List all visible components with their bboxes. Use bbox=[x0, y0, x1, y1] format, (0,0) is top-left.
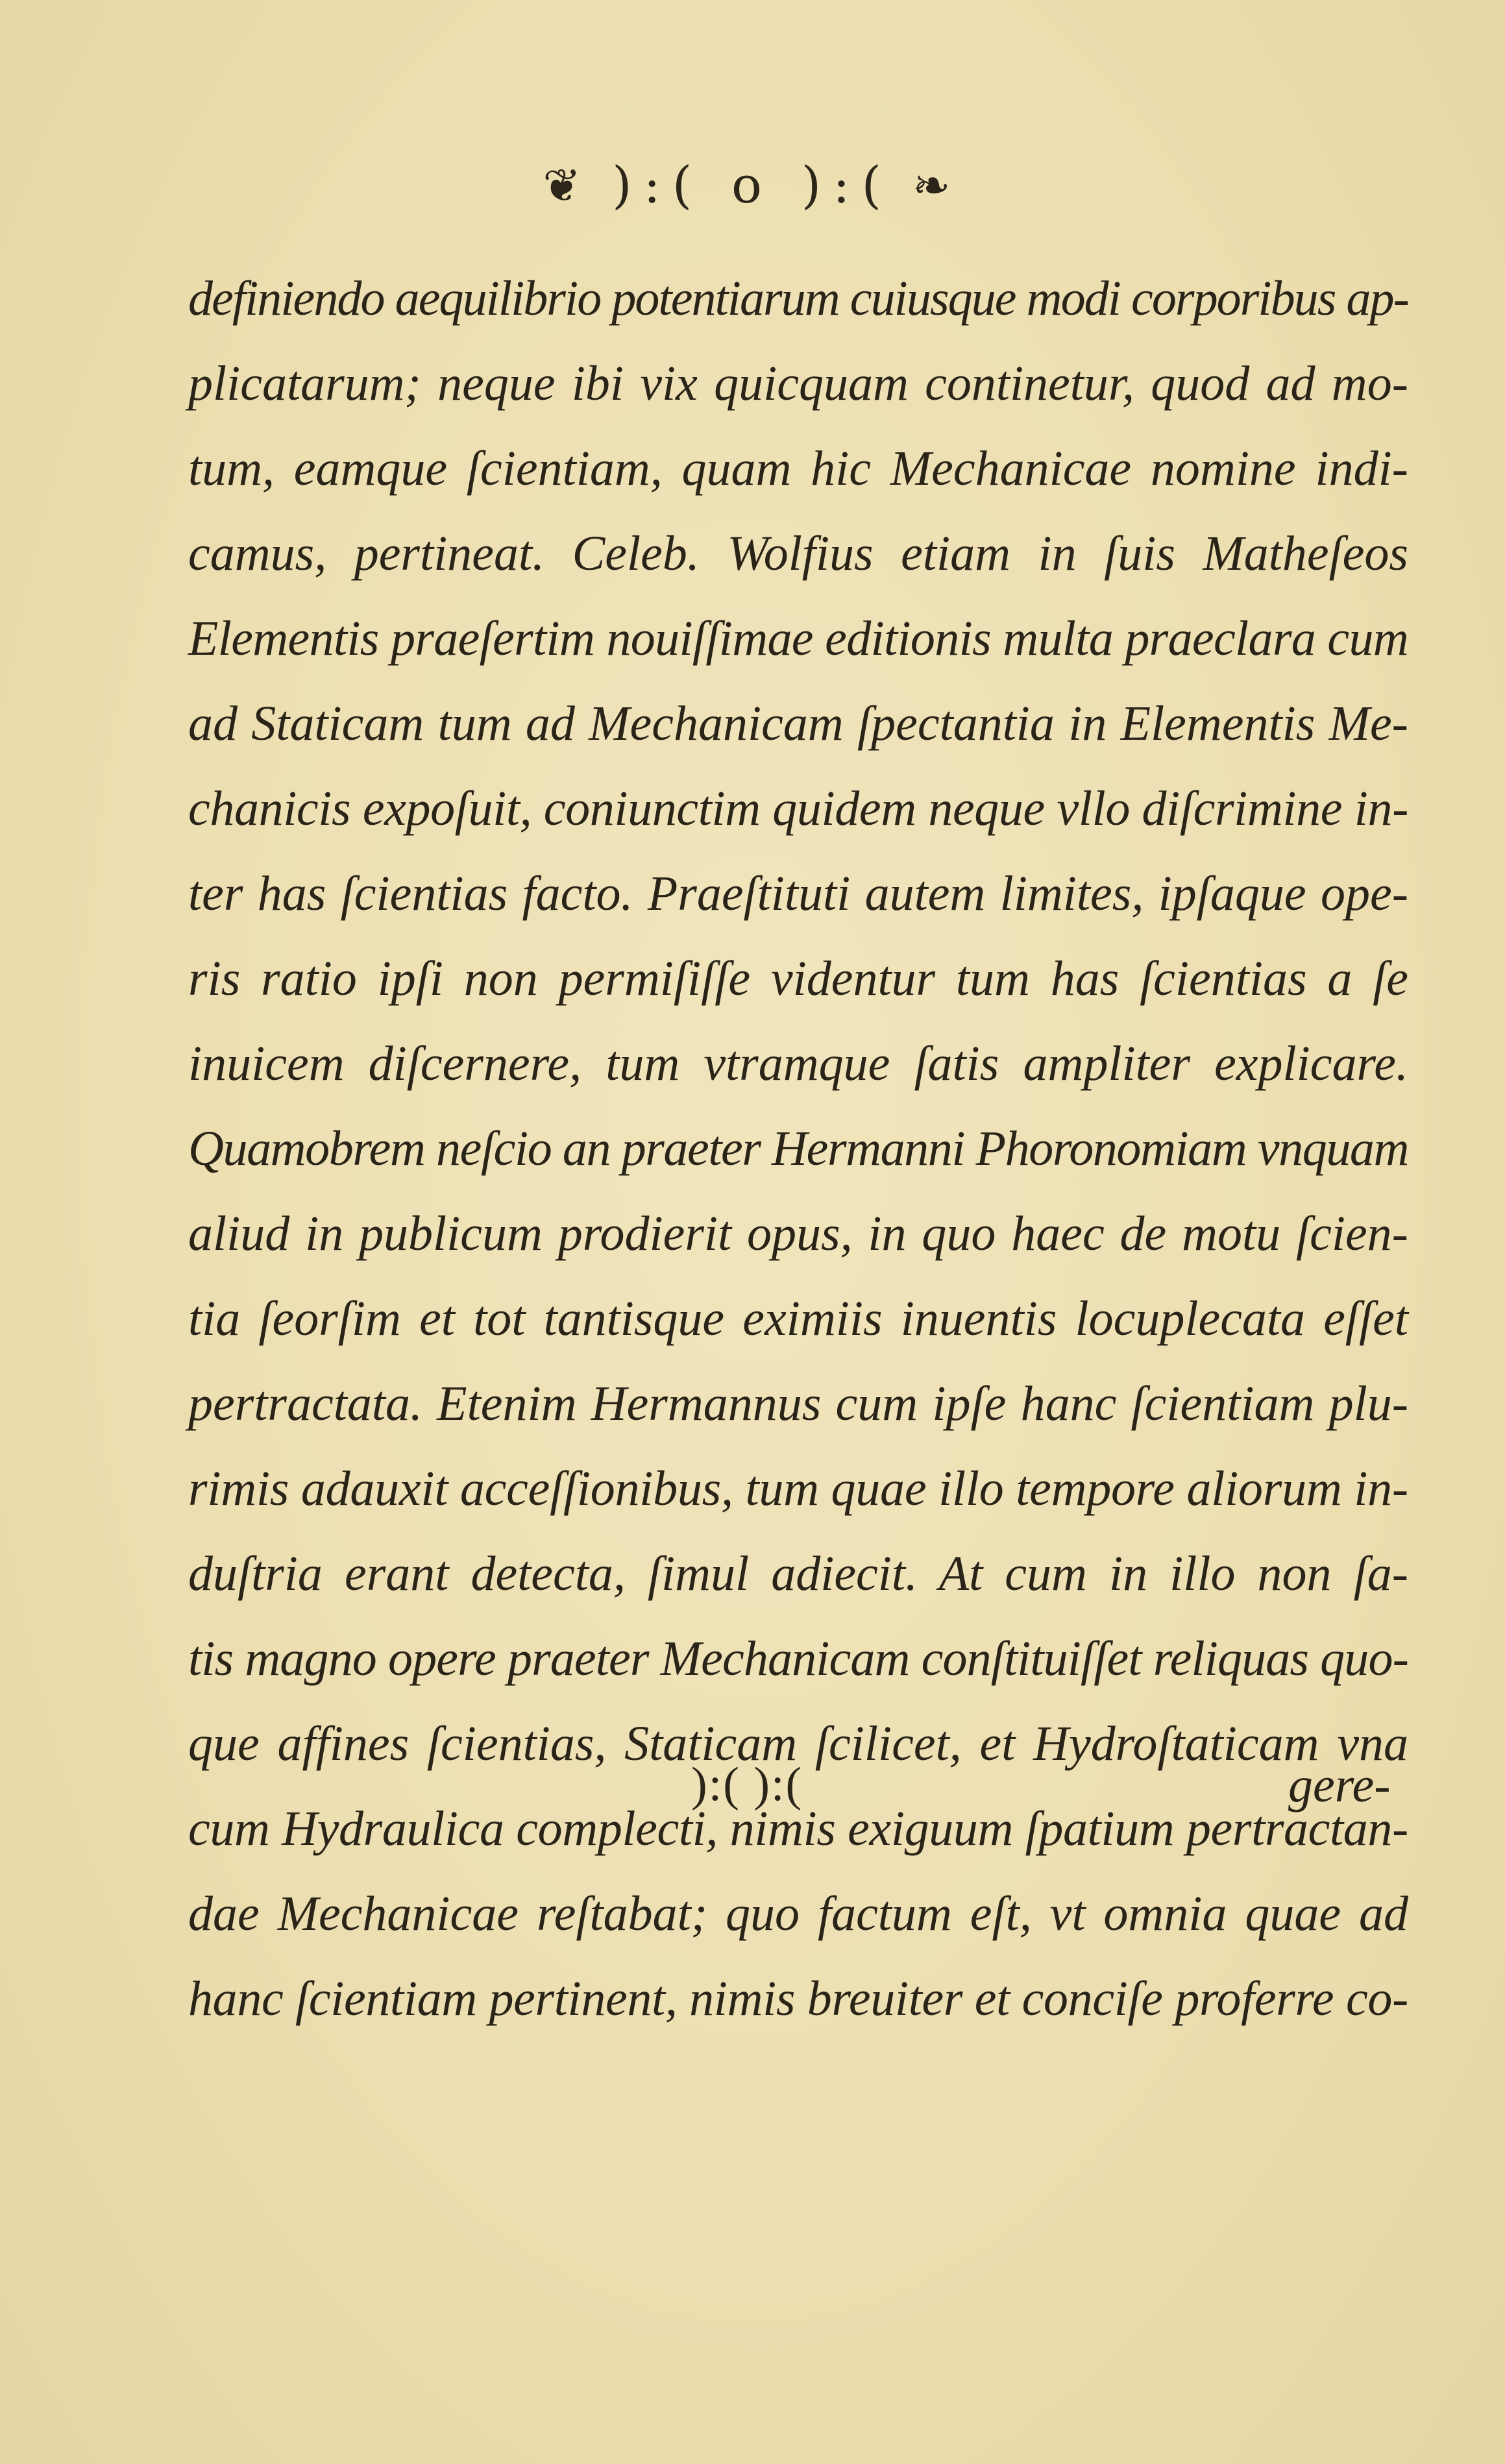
text-line: rimis adauxit acceſſionibus, tum quae illo tempore aliorum in- bbox=[188, 1461, 1408, 1516]
text-line: definiendo aequilibrio potentiarum cuiusque modi corporibus ap- bbox=[188, 271, 1408, 326]
signature-mark: ):( ):( bbox=[691, 1758, 803, 1811]
text-line: tia ſeorſim et tot tantisque eximiis inuentis locuplecata eſſet bbox=[188, 1291, 1408, 1346]
text-line: Quamobrem neſcio an praeter Hermanni Phoronomiam vnquam bbox=[188, 1121, 1408, 1176]
text-line: hanc ſcientiam pertinent, nimis breuiter et conciſe proferre co- bbox=[188, 1971, 1408, 2026]
text-line: dae Mechanicae reſtabat; quo factum eſt, vt omnia quae ad bbox=[188, 1886, 1408, 1941]
left-ornament-icon: ❦ bbox=[543, 158, 593, 212]
text-line: que affines ſcientias, Staticam ſcilicet, et Hydroſtaticam vna bbox=[188, 1716, 1408, 1771]
text-line: tum, eamque ſcientiam, quam hic Mechanicae nomine indi- bbox=[188, 441, 1408, 496]
right-ornament-icon: ❧ bbox=[912, 158, 962, 212]
text-line: ris ratio ipſi non permiſiſſe videntur tum has ſcientias a ſe bbox=[188, 951, 1408, 1006]
page-footer bbox=[0, 1757, 1505, 1829]
text-line: ad Staticam tum ad Mechanicam ſpectantia in Elementis Me- bbox=[188, 696, 1408, 751]
text-line: plicatarum; neque ibi vix quicquam continetur, quod ad mo- bbox=[188, 356, 1408, 411]
text-line: chanicis expoſuit, coniunctim quidem neque vllo diſcrimine in- bbox=[188, 781, 1408, 836]
text-line: ter has ſcientias facto. Praeſtituti autem limites, ipſaque ope- bbox=[188, 866, 1408, 921]
header-marker: ):( o ):( bbox=[612, 156, 893, 215]
text-line: pertractata. Etenim Hermannus cum ipſe hanc ſcientiam plu- bbox=[188, 1376, 1408, 1431]
text-line: Elementis praeſertim nouiſſimae editionis multa praeclara cum bbox=[188, 611, 1408, 666]
catchword: gere- bbox=[1288, 1758, 1391, 1812]
text-line: cum Hydraulica complecti, nimis exiguum ſpatium pertractan- bbox=[188, 1801, 1408, 1856]
text-line: duſtria erant detecta, ſimul adiecit. At cum in illo non ſa- bbox=[188, 1546, 1408, 1601]
text-line: tis magno opere praeter Mechanicam conſtituiſſet reliquas quo- bbox=[188, 1631, 1409, 1686]
text-line: aliud in publicum prodierit opus, in quo haec de motu ſcien- bbox=[188, 1206, 1408, 1261]
text-line: inuicem diſcernere, tum vtramque ſatis ampliter explicare. bbox=[188, 1036, 1408, 1091]
page-header bbox=[0, 152, 1505, 215]
text-line: camus, pertineat. Celeb. Wolfius etiam in ſuis Matheſeos bbox=[188, 526, 1408, 581]
